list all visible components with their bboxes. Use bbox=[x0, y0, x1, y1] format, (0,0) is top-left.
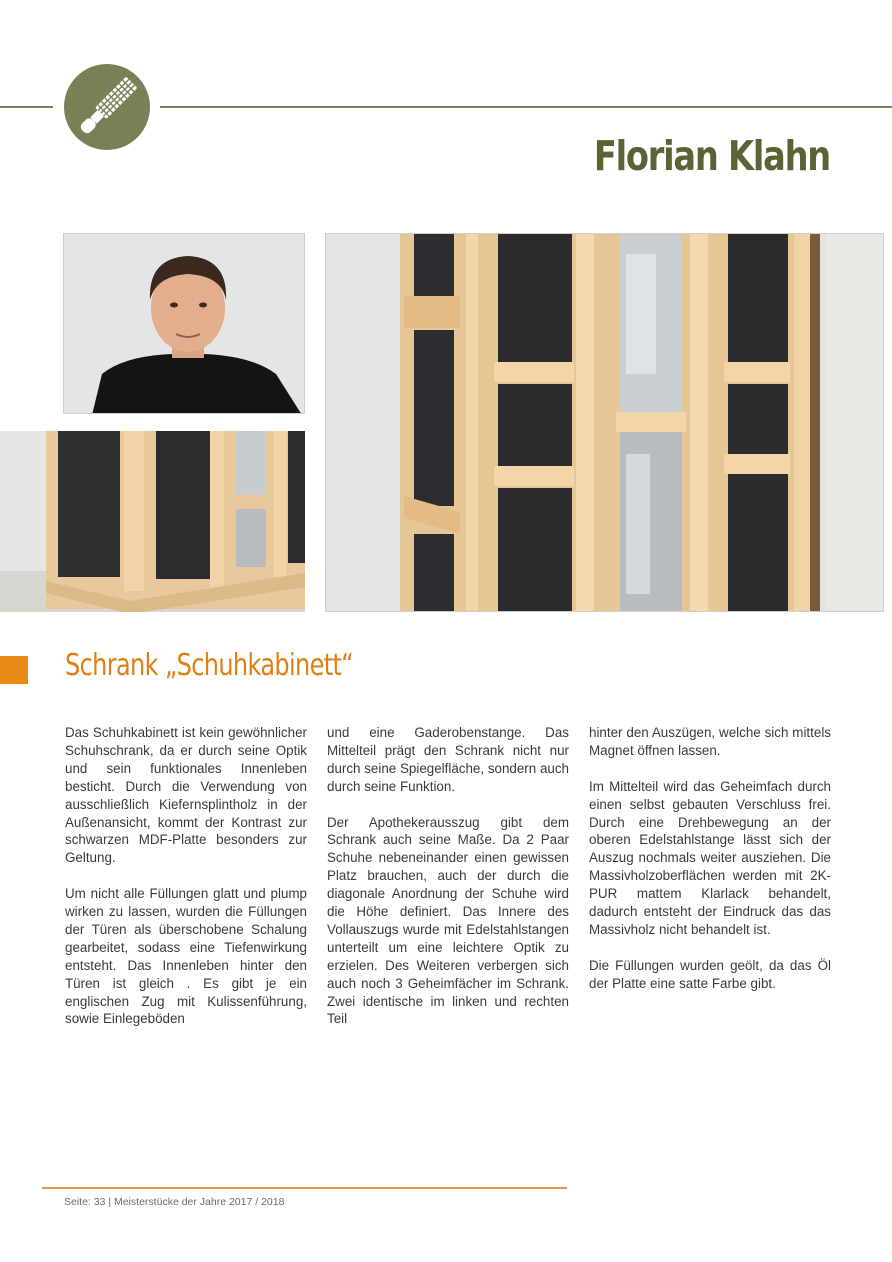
text-column-2 bbox=[327, 724, 569, 1046]
paragraph: Der Apothekerausszug gibt dem Schrank auch seine Maße. Da 2 Paar Schuhe nebeneinander einen gewissen Platz brauchen, auch der durch die diagonale Anordnung der Schuhe wird die Höhe definiert. Das Innere des Vollauszugs wurde mit Edelstahlstangen unterteilt um eine leichtere Optik zu erzielen. Des Weiteren verbergen sich auch noch 3 Geheimfächer im Schrank. Zwei identische im linken und rechten Teil bbox=[327, 814, 569, 1027]
paragraph: Um nicht alle Füllungen glatt und plump wirken zu lassen, wurden die Füllungen der Türen als überschobene Schalung gearbeitet, sodass eine Tiefenwirkung entsteht. Das Innenleben hinter den Türen ist gleich . Es gibt je ein englischen Zug mit Kulissenführung, sowie Einlegeböden bbox=[65, 886, 307, 1027]
trade-badge bbox=[64, 64, 150, 150]
author-name: Florian Klahn bbox=[593, 132, 830, 180]
paragraph: und eine Gaderobenstange. Das Mittelteil prägt den Schrank nicht nur durch seine Spiegelfläche, sondern auch durch seine Funktion. bbox=[327, 725, 569, 794]
cabinet-side-photo bbox=[0, 431, 305, 612]
paragraph: hinter den Auszügen, welche sich mittels Magnet öffnen lassen. bbox=[589, 725, 831, 758]
section-marker bbox=[0, 656, 28, 684]
portrait-photo bbox=[63, 233, 305, 414]
text-column-3 bbox=[589, 724, 831, 1010]
paragraph: Das Schuhkabinett ist kein gewöhnlicher Schuhschrank, da er durch seine Optik und sein funktionales Innenleben besticht. Durch die Verwendung von ausschließlich Kiefernsplintholz in der Außenansicht, kommt der Kontrast zur schwarzen MDF-Platte besonders zur Geltung. bbox=[65, 725, 307, 866]
paragraph: Im Mittelteil wird das Geheimfach durch einen selbst gebauten Verschluss frei. Durch eine Drehbewegung an der oberen Edelstahlstange lässt sich der Auszug nochmals weiter ausziehen. Die Massivholzoberflächen werden mit 2K-PUR mattem Klarlack behandelt, dadurch entsteht der Eindruck das das Massivholz nicht behandelt ist. bbox=[589, 778, 831, 937]
article-title: Schrank „Schuhkabinett“ bbox=[65, 648, 354, 683]
header-rule-right bbox=[160, 106, 892, 108]
page-footer: Seite: 33 | Meisterstücke der Jahre 2017 / 2018 bbox=[64, 1196, 285, 1208]
paragraph: Die Füllungen wurden geölt, da das Öl der Platte eine satte Farbe gibt. bbox=[589, 957, 831, 991]
footer-rule bbox=[42, 1187, 567, 1189]
cabinet-front-photo bbox=[325, 233, 884, 612]
text-column-1 bbox=[65, 724, 307, 1046]
header-rule-left bbox=[0, 106, 53, 108]
rasp-file-icon bbox=[64, 64, 150, 150]
